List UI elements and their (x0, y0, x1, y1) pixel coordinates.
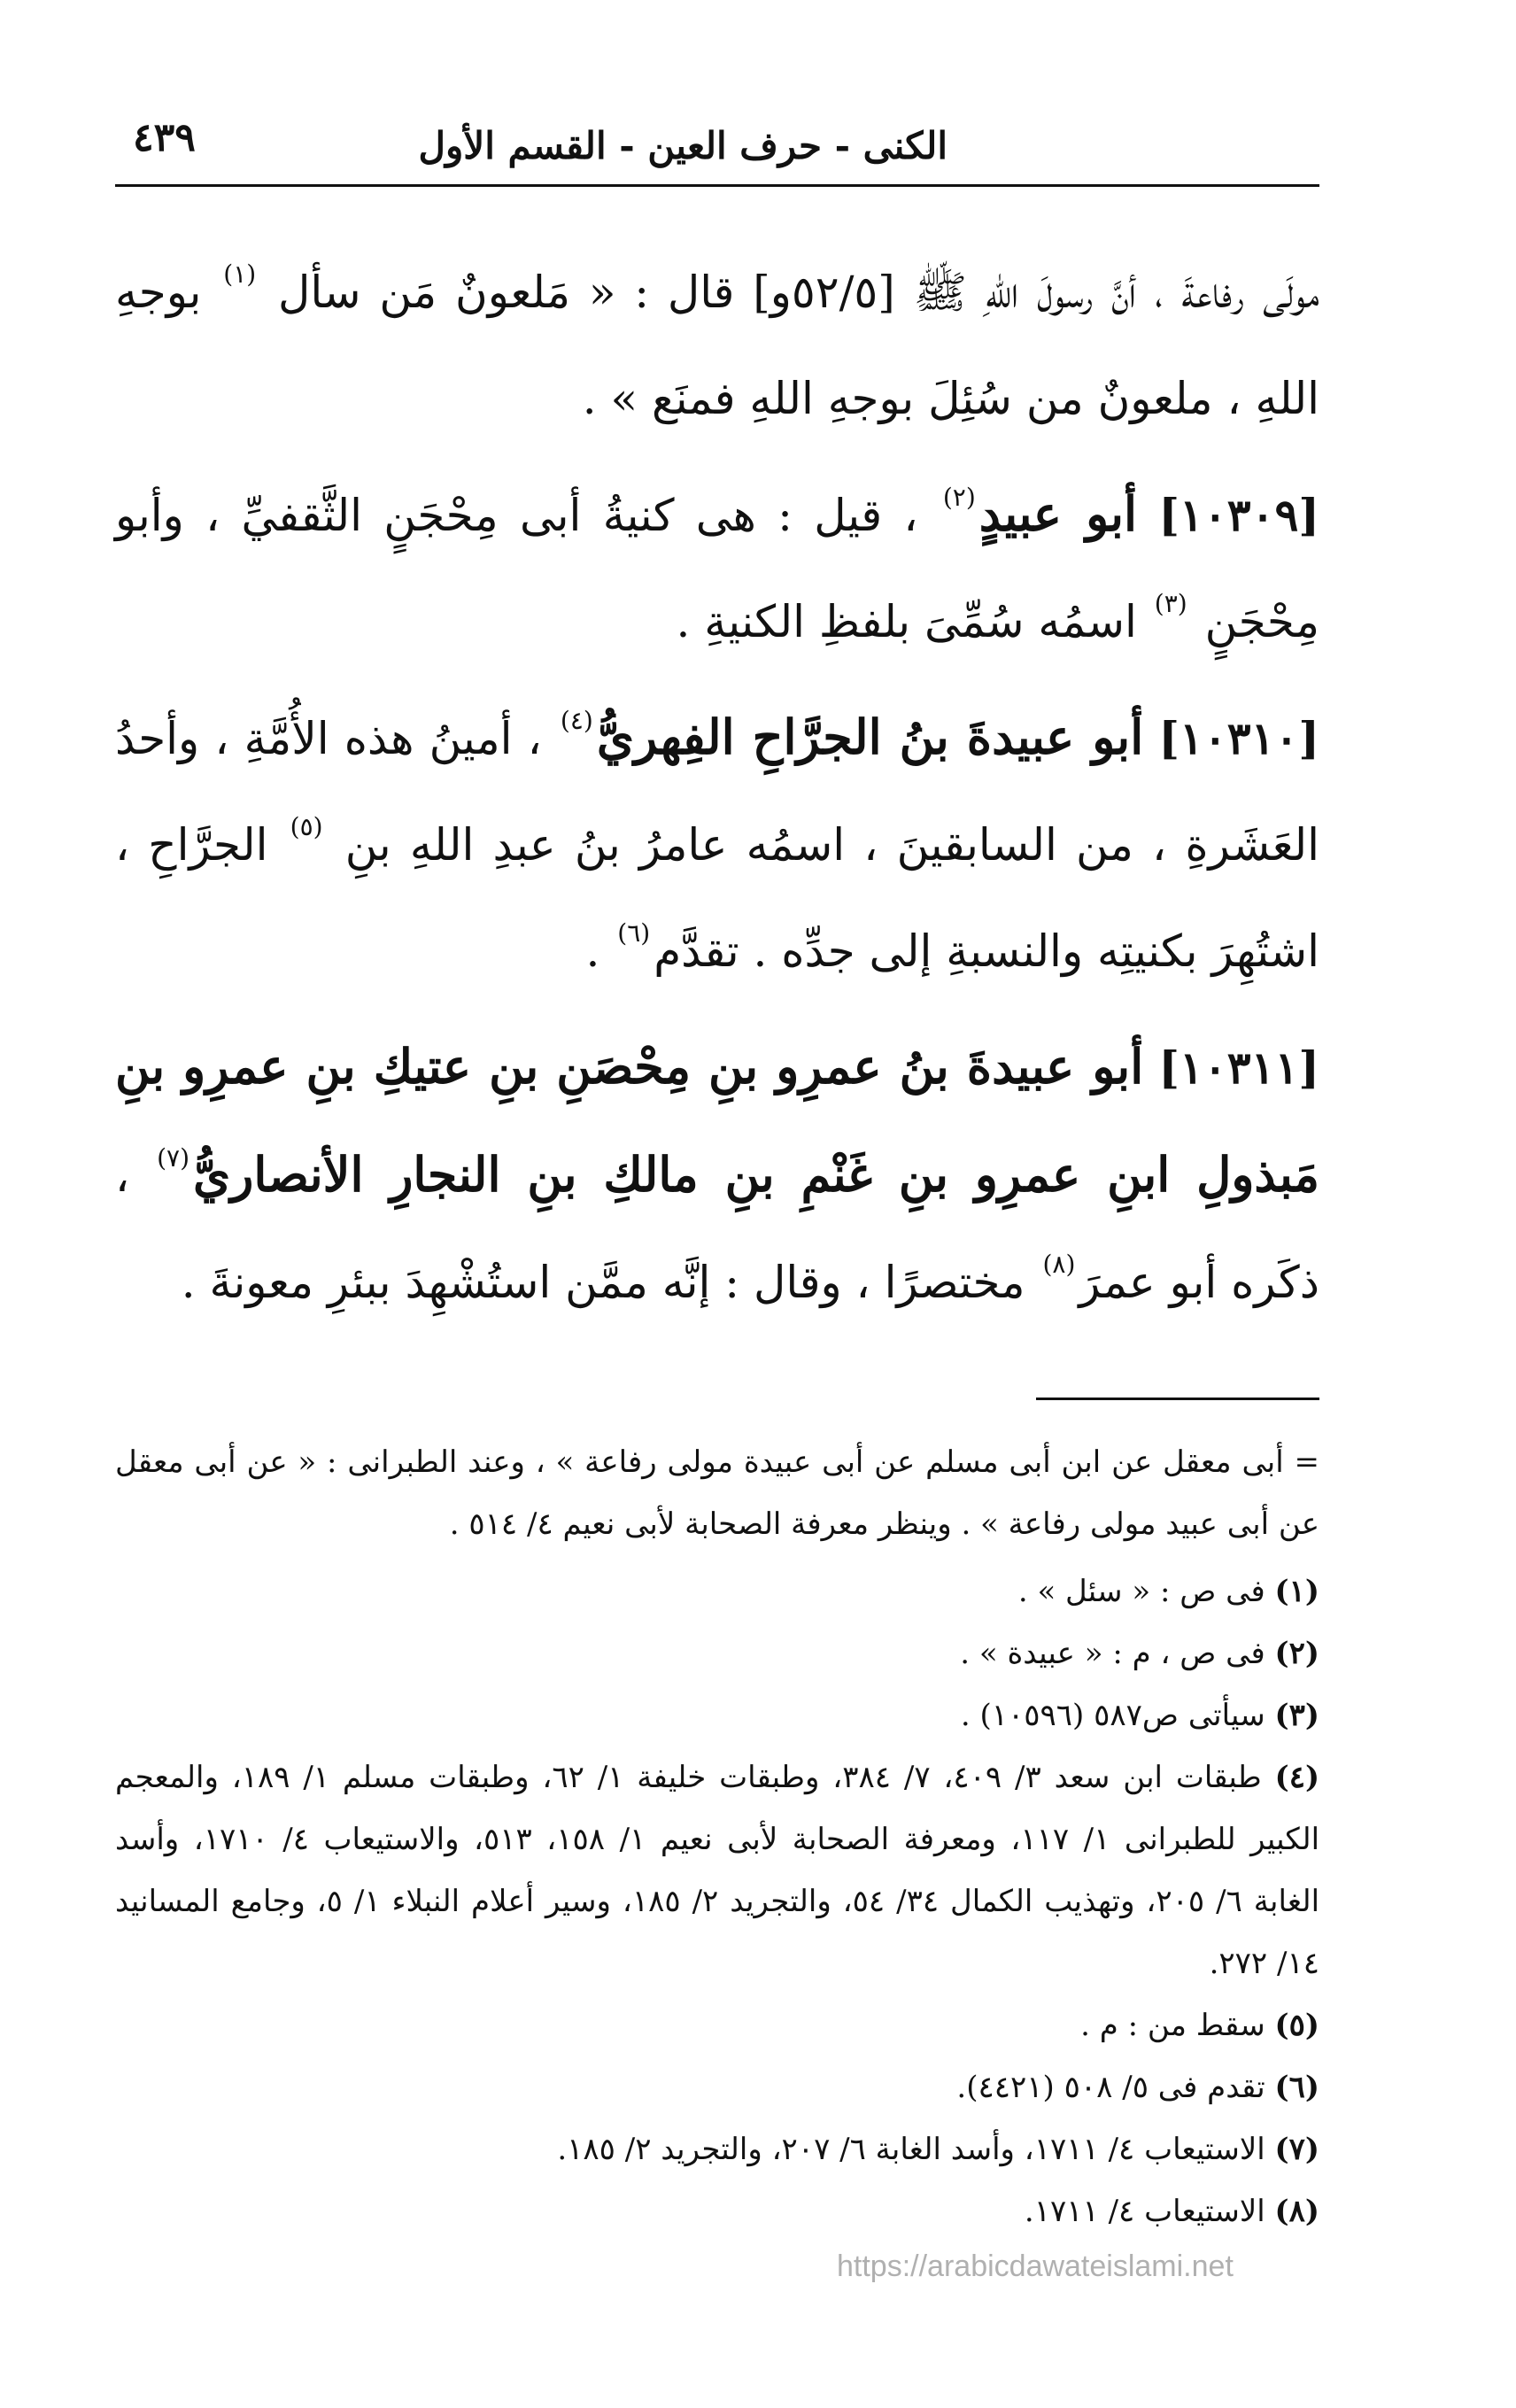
footnote-mark: (٢) (1274, 1636, 1319, 1671)
footnote-ref: (٥) (290, 812, 323, 841)
footnote-8 (115, 2180, 1319, 2242)
entry-10310 (115, 684, 1319, 1004)
footnotes (115, 1431, 1319, 2242)
book-page (115, 89, 1319, 2356)
footnote-2 (115, 1622, 1319, 1684)
entry-text: الجرَّاحِ ، اشتُهِرَ بكنيتِه والنسبةِ إلى جدِّه . تقدَّم (115, 819, 1319, 977)
entry-10309 (115, 461, 1319, 675)
entry-number: [١٠٣١١] (1158, 1041, 1319, 1094)
footnote-mark: (٥) (1274, 2008, 1319, 2043)
footnote-text: الاستيعاب ٤/ ١٧١١، وأسد الغابة ٦/ ٢٠٧، والتجريد ٢/ ١٨٥. (557, 2132, 1265, 2167)
footnote-mark: (٦) (1274, 2070, 1319, 2105)
entry-text: . (585, 925, 600, 977)
footnote-text: فى ص ، م : « عبيدة » . (960, 1636, 1265, 1671)
footnote-4 (115, 1746, 1319, 1994)
page-header (115, 89, 1319, 186)
footnote-text: طبقات ابن سعد ٣/ ٤٠٩، ٧/ ٣٨٤، وطبقات خليفة ١/ ٦٢، وطبقات مسلم ١/ ١٨٩، والمعجم الكبير للطبرانى ١/ ١١٧، ومعرفة الصحابة لأبى نعيم ١/ ١٥٨، ٥١٣، والاستيعاب ٤/ ١٧١٠، وأسد الغابة ٦/ ٢٠٥، وتهذيب الكمال ٣٤/ ٥٤، والتجريد ٢/ ١٨٥، وسير أعلام النبلاء ١/ ٥، وجامع المسانيد ١٤/ ٢٧٢. (115, 1760, 1320, 1981)
entry-text: ، قيل : هى كنيةُ أبى مِحْجَنٍ الثَّقفيِّ ، وأبو مِحْجَنٍ (115, 490, 1319, 647)
footnote-1 (115, 1560, 1319, 1622)
footnote-5 (115, 1994, 1319, 2056)
entry-text: بوجهِ اللهِ ، ملعونٌ من سُئِلَ بوجهِ اللهِ فمنَع » . (115, 267, 1319, 424)
footnote-ref: (٢) (942, 483, 976, 512)
footnote-text: تقدم فى ٥/ ٥٠٨ (٤٤٢١). (956, 2070, 1265, 2105)
entry-number: [١٠٣١٠] (1158, 712, 1319, 764)
footnote-ref: (١) (223, 259, 257, 289)
entry-number: [١٠٣٠٩] (1158, 489, 1319, 541)
footnote-ref: (٨) (1042, 1250, 1076, 1279)
watermark-url: https://arabicdawateislami.net (837, 2249, 1234, 2283)
footnote-ref: (٤) (560, 706, 593, 735)
footnote-ref: (٦) (617, 918, 651, 948)
footnote-mark: (٨) (1274, 2194, 1319, 2229)
footnote-mark: (٤) (1274, 1760, 1320, 1795)
running-head: الكنى - حرف العين - القسم الأول (418, 124, 948, 167)
footnote-text: سقط من : م . (1080, 2008, 1265, 2043)
footnote-7 (115, 2118, 1319, 2180)
entry-intro (115, 239, 1319, 452)
footnote-ref: (٧) (157, 1143, 190, 1173)
entry-text: ، ذكَره أبو عمرَ (115, 1150, 1319, 1308)
footnote-mark: (٧) (1274, 2132, 1319, 2167)
footnote-ref: (٣) (1154, 589, 1187, 618)
entry-text: مختصرًا ، وقال : إنَّه ممَّن استُشْهِدَ ببئرِ معونةَ . (181, 1257, 1025, 1308)
footnote-text: الاستيعاب ٤/ ١٧١١. (1024, 2194, 1265, 2229)
footnote-mark: (٣) (1274, 1698, 1319, 1733)
footnote-separator (1036, 1398, 1319, 1400)
footnote-text: سيأتى ص٥٨٧ (١٠٥٩٦) . (960, 1698, 1265, 1733)
entry-lead: أبو عبيدٍ (978, 485, 1138, 542)
main-text (115, 239, 1319, 1336)
footnote-3 (115, 1684, 1319, 1746)
footnote-continued: = أبى معقل عن ابن أبى مسلم عن أبى عبيدة مولى رفاعة » ، وعند الطبرانى : « عن أبى معقل عن أبى عبيد مولى رفاعة » . وينظر معرفة الصحابة لأبى نعيم ٤/ ٥١٤ . (115, 1444, 1319, 1542)
entry-text: مولَى رفاعةَ ، أنَّ رسولَ اللهِ ﷺ [٥٢/٥و] قال : « مَلعونٌ مَن سأل (278, 267, 1319, 318)
page-number: ٤٣٩ (133, 115, 196, 160)
footnote-6 (115, 2056, 1319, 2118)
footnote-text: فى ص : « سئل » . (1017, 1574, 1265, 1609)
entry-lead: أبو عبيدةَ بنُ عمرِو بنِ مِحْصَنِ بنِ عتيكِ بنِ عمرِو بنِ مَبذولِ ابنِ عمرِو بنِ غَنْمِ بنِ مالكِ بنِ النجارِ الأنصاريُّ (115, 1038, 1319, 1203)
header-rule (115, 184, 1319, 187)
entry-lead: أبو عبيدةَ بنُ الجرَّاحِ الفِهريُّ (596, 708, 1144, 765)
entry-text: ، أمينُ هذه الأُمَّةِ ، وأحدُ العَشَرةِ ، من السابقينَ ، اسمُه عامرُ بنُ عبدِ اللهِ بنِ (115, 713, 1319, 871)
entry-10311 (115, 1013, 1319, 1336)
entry-text: اسمُه سُمِّىَ بلفظِ الكنيةِ . (676, 596, 1137, 647)
footnote-mark: (١) (1274, 1574, 1319, 1609)
